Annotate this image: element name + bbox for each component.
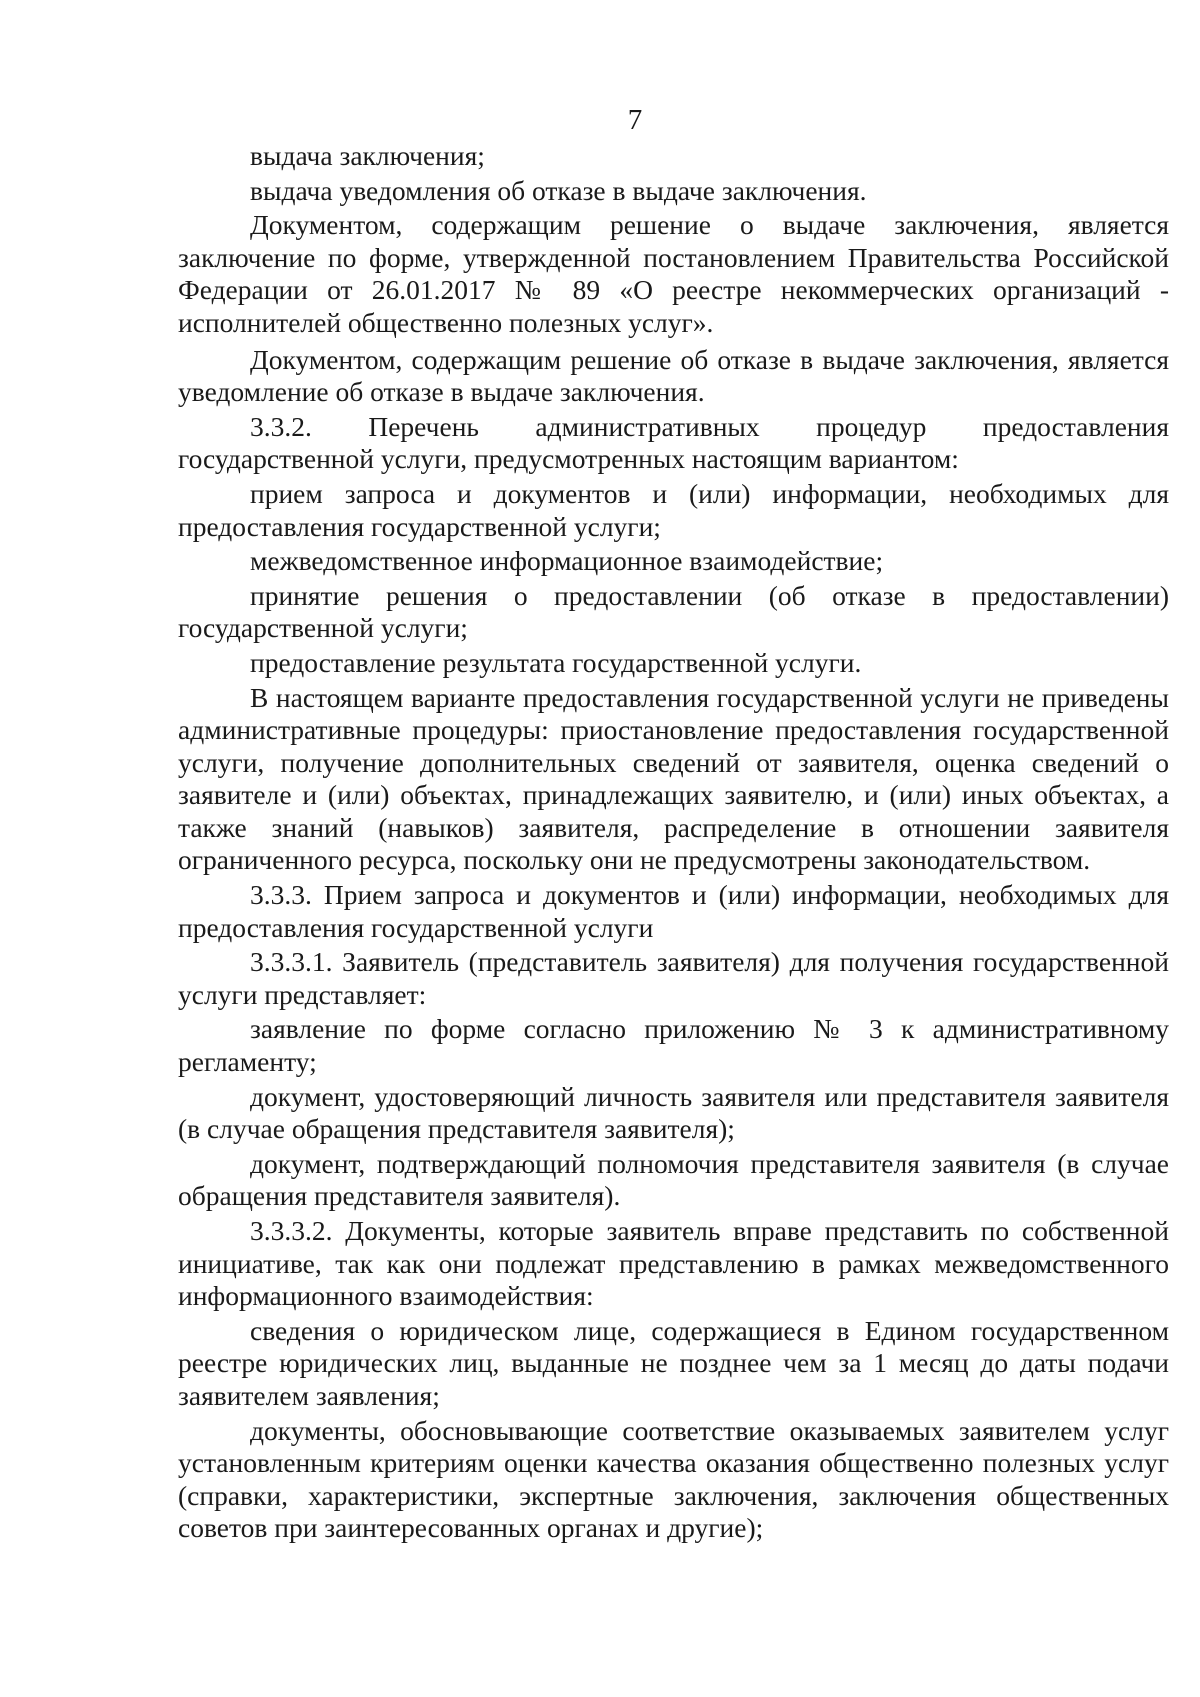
page-number: 7 [627,104,643,136]
document-body [178,140,1169,1545]
paragraph: В настоящем варианте предоставления государственной услуги не приведены административные процедуры: приостановление предоставления государственной услуги, получение дополнительных сведений от заявителя, оценка сведений о заявителе и (или) объектах, принадлежащих заявителю, и (или) иных объектах, а также знаний (навыков) заявителя, распределение в отношении заявителя ограниченного ресурса, поскольку они не предусмотрены законодательством. [178,681,1169,876]
paragraph: документ, подтверждающий полномочия представителя заявителя (в случае обращения представителя заявителя). [178,1147,1169,1212]
paragraph: выдача заключения; [250,140,485,171]
paragraph: межведомственное информационное взаимодействие; [250,545,884,577]
paragraph: заявление по форме согласно приложению № 3 к административному регламенту; [178,1013,1169,1078]
paragraph: сведения о юридическом лице, содержащиеся в Едином государственном реестре юридических лиц, выданные не позднее чем за 1 месяц до даты подачи заявителем заявления; [178,1314,1169,1411]
paragraph: 3.3.3. Прием запроса и документов и (или) информации, необходимых для предоставления государственной услуги [178,879,1169,943]
paragraph: 3.3.2. Перечень административных процедур предоставления государственной услуги, предусмотренных настоящим вариантом: [178,410,1169,475]
paragraph: Документом, содержащим решение об отказе в выдаче заключения, является уведомление об отказе в выдаче заключения. [178,343,1169,408]
paragraph: документ, удостоверяющий личность заявителя или представителя заявителя (в случае обращения представителя заявителя); [178,1080,1169,1145]
paragraph: документы, обосновывающие соответствие оказываемых заявителем услуг установленным критериям оценки качества оказания общественно полезных услуг (справки, характеристики, экспертные заключения, заключения общественных советов при заинтересованных органах и другие); [178,1414,1169,1544]
paragraph: 3.3.3.1. Заявитель (представитель заявителя) для получения государственной услуги представляет: [178,946,1169,1010]
paragraph: предоставление результата государственной услуги. [250,646,862,678]
paragraph: прием запроса и документов и (или) информации, необходимых для предоставления государственной услуги; [178,477,1169,542]
paragraph: Документом, содержащим решение о выдаче заключения, является заключение по форме, утвержденной постановлением Правительства Российской Федерации от 26.01.2017 № 89 «О реестре некоммерческих организаций - исполнителей общественно полезных услуг». [178,209,1169,338]
paragraph: выдача уведомления об отказе в выдаче заключения. [250,174,867,206]
paragraph: принятие решения о предоставлении (об отказе в предоставлении) государственной услуги; [178,579,1169,644]
paragraph: 3.3.3.2. Документы, которые заявитель вправе представить по собственной инициативе, так как они подлежат представлению в рамках межведомственного информационного взаимодействия: [178,1215,1169,1312]
